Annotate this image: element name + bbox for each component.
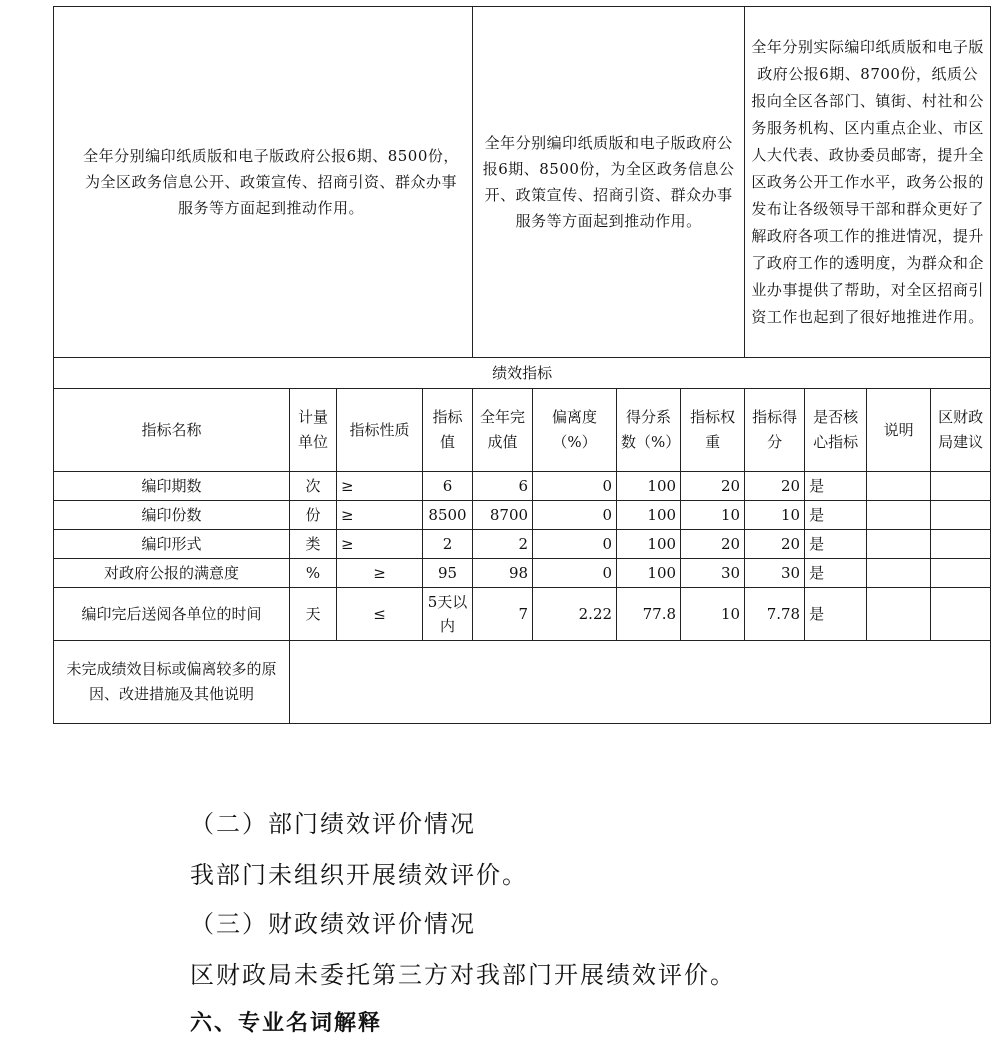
table-row <box>54 588 991 641</box>
note-label: 未完成绩效目标或偏离较多的原因、改进措施及其他说明 <box>54 641 290 724</box>
header-deviation: 偏离度（%） <box>533 389 617 472</box>
header-weight: 指标权重 <box>681 389 745 472</box>
row-value: 6 <box>423 472 473 501</box>
table-row <box>54 559 991 588</box>
row-deviation: 0 <box>533 530 617 559</box>
row-remark <box>867 588 931 641</box>
row-nature: ≥ <box>337 559 423 588</box>
table-row <box>54 530 991 559</box>
note-value <box>290 641 991 724</box>
row-suggestion <box>931 530 991 559</box>
row-coefficient: 100 <box>617 559 681 588</box>
row-remark <box>867 472 931 501</box>
row-value: 8500 <box>423 501 473 530</box>
row-deviation: 0 <box>533 472 617 501</box>
row-score: 7.78 <box>745 588 805 641</box>
header-core: 是否核心指标 <box>805 389 867 472</box>
row-name: 对政府公报的满意度 <box>54 559 290 588</box>
header-score: 指标得分 <box>745 389 805 472</box>
row-coefficient: 100 <box>617 501 681 530</box>
row-deviation: 0 <box>533 559 617 588</box>
section-title-row <box>54 358 991 389</box>
row-suggestion <box>931 559 991 588</box>
row-value: 95 <box>423 559 473 588</box>
row-nature: ≥ <box>337 530 423 559</box>
row-suggestion <box>931 588 991 641</box>
header-nature: 指标性质 <box>337 389 423 472</box>
expected-cell: 全年分别编印纸质版和电子版政府公报6期、8500份，为全区政务信息公开、政策宣传、招商引资、群众办事服务等方面起到推动作用。 <box>473 7 745 358</box>
row-completed: 6 <box>473 472 533 501</box>
subsection-2-text: 我部门未组织开展绩效评价。 <box>190 861 528 889</box>
row-coefficient: 100 <box>617 530 681 559</box>
row-coefficient: 100 <box>617 472 681 501</box>
row-core: 是 <box>805 588 867 641</box>
subsection-3-text: 区财政局未委托第三方对我部门开展绩效评价。 <box>190 961 736 989</box>
row-nature: ≥ <box>337 501 423 530</box>
row-deviation: 2.22 <box>533 588 617 641</box>
row-remark <box>867 501 931 530</box>
table-row <box>54 472 991 501</box>
row-score: 10 <box>745 501 805 530</box>
row-name: 编印形式 <box>54 530 290 559</box>
row-core: 是 <box>805 559 867 588</box>
note-row <box>54 641 991 724</box>
actual-cell: 全年分别实际编印纸质版和电子版政府公报6期、8700份，纸质公报向全区各部门、镇街、村社和公务服务机构、区内重点企业、市区人大代表、政协委员邮寄，提升全区政务公开工作水平，政务公报的发布让各级领导干部和群众更好了解政府各项工作的推进情况，提升了政府工作的透明度，为群众和企业办事提供了帮助，对全区招商引资工作也起到了很好地推进作用。 <box>745 7 991 358</box>
row-value: 2 <box>423 530 473 559</box>
row-completed: 8700 <box>473 501 533 530</box>
row-name: 编印份数 <box>54 501 290 530</box>
row-unit: 份 <box>290 501 337 530</box>
subsection-2-title: （二）部门绩效评价情况 <box>190 810 476 838</box>
row-core: 是 <box>805 472 867 501</box>
row-unit: % <box>290 559 337 588</box>
section-6-title: 六、专业名词解释 <box>190 1011 383 1036</box>
header-coefficient: 得分系数（%） <box>617 389 681 472</box>
subsection-3-title: （三）财政绩效评价情况 <box>190 910 476 938</box>
row-coefficient: 77.8 <box>617 588 681 641</box>
table-row <box>54 501 991 530</box>
row-unit: 天 <box>290 588 337 641</box>
header-unit: 计量单位 <box>290 389 337 472</box>
row-completed: 7 <box>473 588 533 641</box>
section-title: 绩效指标 <box>54 358 991 389</box>
performance-table <box>53 6 991 724</box>
row-suggestion <box>931 501 991 530</box>
row-weight: 10 <box>681 588 745 641</box>
header-name: 指标名称 <box>54 389 290 472</box>
row-completed: 98 <box>473 559 533 588</box>
row-deviation: 0 <box>533 501 617 530</box>
row-score: 30 <box>745 559 805 588</box>
row-unit: 次 <box>290 472 337 501</box>
header-remark: 说明 <box>867 389 931 472</box>
header-row <box>54 389 991 472</box>
row-nature: ≤ <box>337 588 423 641</box>
header-completed: 全年完成值 <box>473 389 533 472</box>
row-completed: 2 <box>473 530 533 559</box>
header-suggestion: 区财政局建议 <box>931 389 991 472</box>
row-name: 编印期数 <box>54 472 290 501</box>
row-weight: 20 <box>681 530 745 559</box>
row-name: 编印完后送阅各单位的时间 <box>54 588 290 641</box>
row-nature: ≥ <box>337 472 423 501</box>
row-weight: 30 <box>681 559 745 588</box>
row-unit: 类 <box>290 530 337 559</box>
header-value: 指标值 <box>423 389 473 472</box>
annual-target-cell: 全年分别编印纸质版和电子版政府公报6期、8500份，为全区政务信息公开、政策宣传、招商引资、群众办事服务等方面起到推动作用。 <box>54 7 473 358</box>
row-core: 是 <box>805 501 867 530</box>
row-value: 5天以内 <box>423 588 473 641</box>
row-score: 20 <box>745 530 805 559</box>
row-score: 20 <box>745 472 805 501</box>
row-weight: 20 <box>681 472 745 501</box>
row-remark <box>867 559 931 588</box>
row-suggestion <box>931 472 991 501</box>
goals-row <box>54 7 991 358</box>
row-core: 是 <box>805 530 867 559</box>
row-remark <box>867 530 931 559</box>
row-weight: 10 <box>681 501 745 530</box>
